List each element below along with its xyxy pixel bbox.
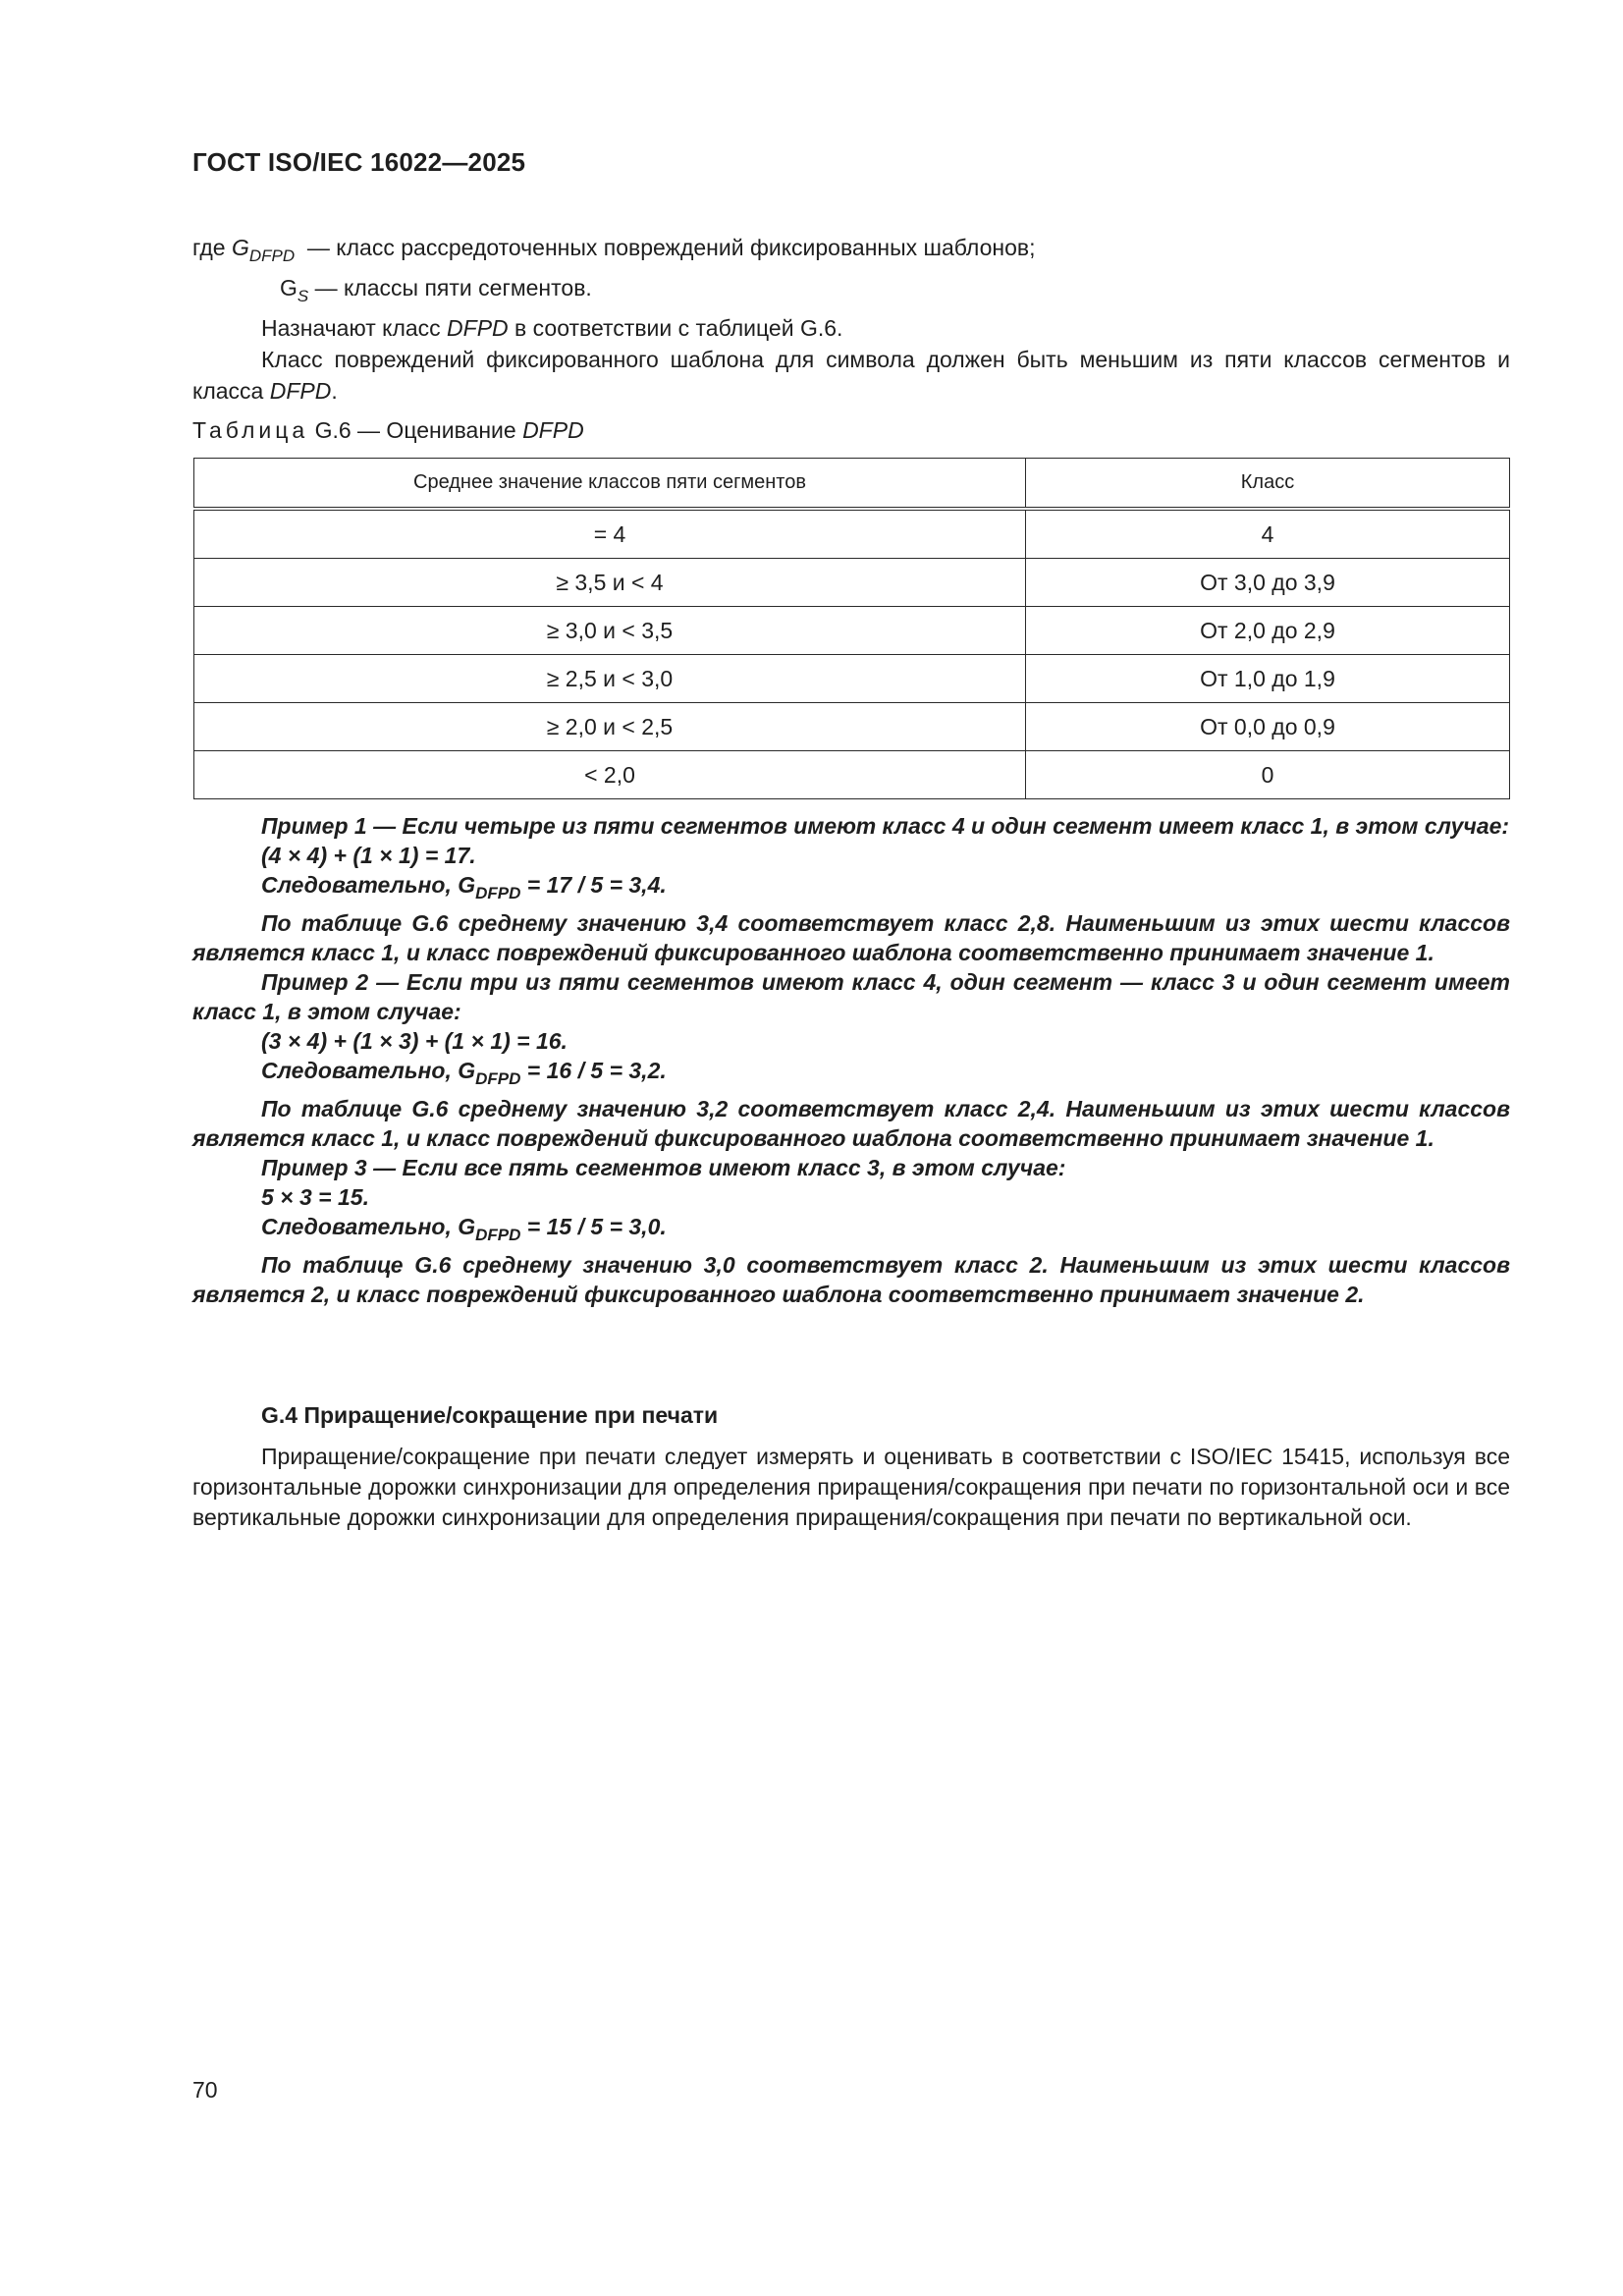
example-3-conclusion: По таблице G.6 среднему значению 3,0 соответствует класс 2. Наименьшим из этих шести классов является 2, и класс повреждений фиксированного шаблона соответственно принимает значение 2.: [192, 1252, 1510, 1307]
term-g-dfpd-subscript: DFPD: [248, 246, 296, 265]
table-cell: ≥ 3,0 и < 3,5: [194, 607, 1026, 655]
hence-subscript: DFPD: [475, 1069, 521, 1088]
table-cell: От 1,0 до 1,9: [1026, 655, 1510, 703]
where-clause: [192, 232, 1510, 407]
table-header-row: [194, 459, 1510, 510]
example-1-formula: (4 × 4) + (1 × 1) = 17.: [261, 843, 476, 868]
table-cell: ≥ 2,5 и < 3,0: [194, 655, 1026, 703]
document-header: ГОСТ ISO/IEC 16022—2025: [192, 147, 526, 177]
table-cell: 0: [1026, 751, 1510, 799]
section-paragraph: Приращение/сокращение при печати следует измерять и оценивать в соответствии с ISO/IEC 15415, используя все горизонтальные дорожки синхронизации для определения приращения/сокращения при печати по горизонтальной оси и все вертикальные дорожки синхронизации для определения приращения/сокращения при печати по вертикальной оси.: [192, 1444, 1510, 1530]
table-header-cell: Среднее значение классов пяти сегментов: [194, 459, 1026, 510]
dfpd-term: DFPD: [447, 315, 509, 341]
example-3-formula: 5 × 3 = 15.: [261, 1184, 369, 1210]
hence-text: Следовательно, G: [261, 1214, 476, 1239]
term-g-dfpd-description: — класс рассредоточенных повреждений фиксированных шаблонов;: [306, 235, 1036, 260]
paragraph-text: Назначают класс: [261, 315, 448, 341]
hence-text: Следовательно, G: [261, 872, 476, 898]
example-1-hence: [192, 870, 1510, 908]
table-caption-text: G.6 — Оценивание: [308, 417, 523, 443]
table-caption-label: Таблица: [192, 417, 309, 443]
example-1-conclusion: По таблице G.6 среднему значению 3,4 соответствует класс 2,8. Наименьшим из этих шести классов является класс 1, и класс повреждений фиксированного шаблона соответственно принимает значение 1.: [192, 910, 1510, 965]
table-caption: [192, 417, 584, 444]
table-cell: 4: [1026, 509, 1510, 559]
hence-text: Следовательно, G: [261, 1058, 476, 1083]
term-g-s-subscript: S: [297, 287, 309, 305]
section-body: [192, 1442, 1510, 1533]
hence-subscript: DFPD: [475, 1226, 521, 1244]
term-g-s: G: [280, 275, 298, 301]
term-g-s-description: — классы пяти сегментов.: [314, 275, 592, 301]
example-1-intro: Пример 1 — Если четыре из пяти сегментов имеют класс 4 и один сегмент имеет класс 1, в этом случае:: [261, 813, 1510, 839]
section-title: G.4 Приращение/сокращение при печати: [261, 1402, 719, 1428]
hence-subscript: DFPD: [475, 884, 521, 902]
table-row: [194, 703, 1510, 751]
table-row: [194, 655, 1510, 703]
paragraph-text: Класс повреждений фиксированного шаблона для символа должен быть меньшим из пяти классов сегментов и класса: [192, 347, 1510, 404]
hence-text: = 17 / 5 = 3,4.: [520, 872, 667, 898]
table-row: [194, 559, 1510, 607]
table-caption-italic: DFPD: [522, 417, 584, 443]
table-row: [194, 509, 1510, 559]
dfpd-table: [193, 458, 1510, 799]
table-cell: = 4: [194, 509, 1026, 559]
table-cell: От 2,0 до 2,9: [1026, 607, 1510, 655]
paragraph-damage-class: [192, 344, 1510, 407]
table-cell: ≥ 3,5 и < 4: [194, 559, 1026, 607]
table-row: [194, 751, 1510, 799]
example-2-hence: [192, 1056, 1510, 1094]
where-line-1: [192, 232, 1510, 272]
term-g-dfpd: G: [231, 235, 249, 260]
dfpd-term: DFPD: [269, 378, 332, 404]
paragraph-assign-class: [192, 312, 1510, 344]
example-3-intro: Пример 3 — Если все пять сегментов имеют класс 3, в этом случае:: [261, 1155, 1066, 1180]
examples-block: [192, 811, 1510, 1309]
example-3-hence: [192, 1212, 1510, 1250]
example-2-formula: (3 × 4) + (1 × 3) + (1 × 1) = 16.: [261, 1028, 568, 1054]
table-cell: От 3,0 до 3,9: [1026, 559, 1510, 607]
hence-text: = 15 / 5 = 3,0.: [520, 1214, 667, 1239]
hence-text: = 16 / 5 = 3,2.: [520, 1058, 667, 1083]
table-row: [194, 607, 1510, 655]
where-line-2: [192, 272, 1510, 312]
table-header-cell: Класс: [1026, 459, 1510, 510]
paragraph-text: в соответствии с таблицей G.6.: [508, 315, 843, 341]
example-2-intro: Пример 2 — Если три из пяти сегментов имеют класс 4, один сегмент — класс 3 и один сегмент имеет класс 1, в этом случае:: [192, 969, 1510, 1024]
table-cell: ≥ 2,0 и < 2,5: [194, 703, 1026, 751]
example-2-conclusion: По таблице G.6 среднему значению 3,2 соответствует класс 2,4. Наименьшим из этих шести классов является класс 1, и класс повреждений фиксированного шаблона соответственно принимает значение 1.: [192, 1096, 1510, 1151]
where-prefix: где: [192, 235, 226, 260]
paragraph-text: .: [331, 378, 338, 404]
page-number: 70: [192, 2077, 218, 2103]
table-cell: От 0,0 до 0,9: [1026, 703, 1510, 751]
table-cell: < 2,0: [194, 751, 1026, 799]
